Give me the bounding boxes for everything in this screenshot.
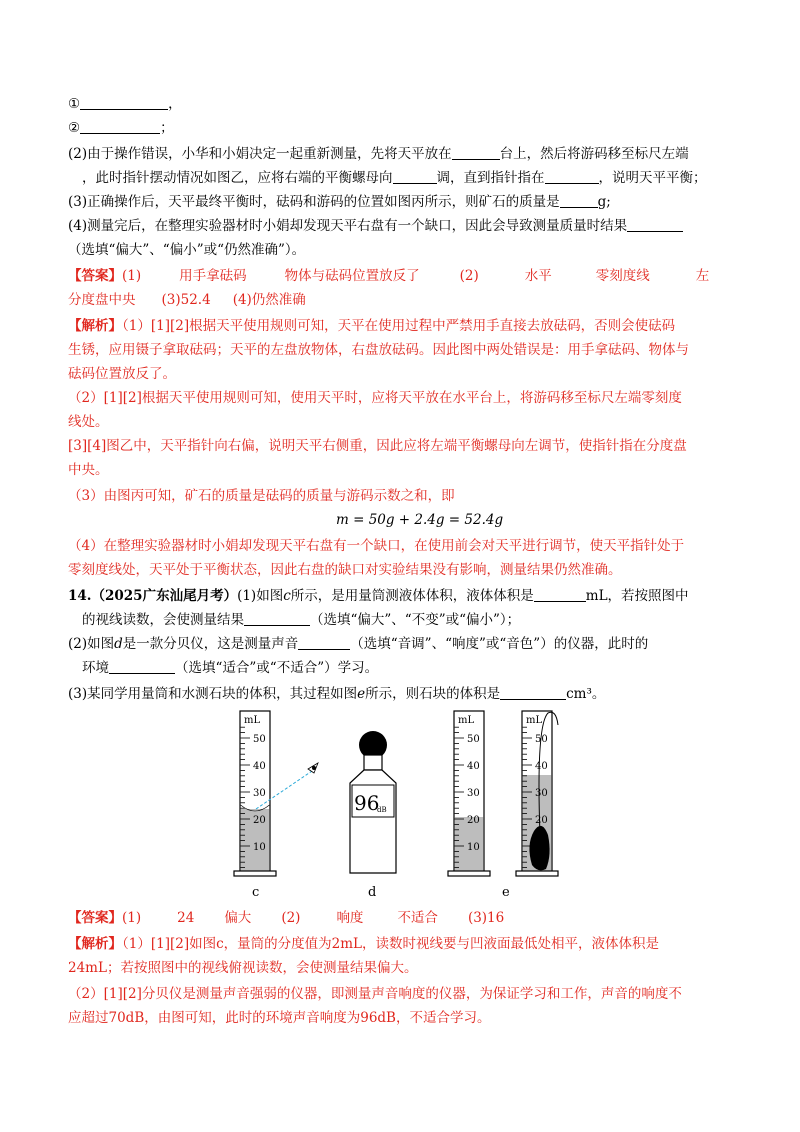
answer-blank[interactable] [560,193,598,208]
answer-blank[interactable] [534,587,586,602]
answer-item: 水平 [524,268,552,284]
graduated-cylinder-c [234,711,318,876]
q13-analysis-3b: 中央。 [68,462,109,478]
answer-item: 响度 [336,910,364,926]
text: （1）[1][2]如图c，量筒的分度值为2mL，读数时视线要与凹液面最低处相平，液体体积是 [122,936,659,952]
tick-label: 20 [253,815,266,826]
q13-analysis-5a: （4）在整理实验器材时小娟却发现天平右盘有一个缺口，在使用前会对天平进行调节，使天平指针处于 [68,538,685,554]
punct: ， [168,96,182,112]
answer-blank[interactable] [500,685,566,700]
q13-analysis-3a: [3][4]图乙中，天平指针向右偏，说明天平右侧重，因此应将左端平衡螺母向左调节，使指针指在分度盘 [68,438,687,454]
unit-label: mL [244,715,261,726]
punct: ； [160,120,174,136]
text: （选填“适合”或“不适合”）学习。 [175,660,379,676]
answer-blank[interactable] [627,217,683,232]
meter-reading: 96 [354,791,380,815]
text: (3)正确操作后，天平最终平衡时，砝码和游码的位置如图丙所示，则矿石的质量是 [68,194,560,210]
figure-ref: c [283,588,291,604]
tick-label: 50 [535,734,548,745]
answer-blank[interactable] [393,169,437,184]
analysis-tag: 【解析】 [68,936,122,952]
answer-tag: 【答案】 [68,268,122,284]
text: (3)某同学用量筒和水测石块的体积，其过程如图 [68,686,358,702]
figure-ref: e [357,686,366,702]
answer-item: 零刻度线 [595,268,650,284]
measurement-figure [200,705,620,910]
tick-label: 40 [535,761,548,772]
figure-label-d: d [368,885,377,900]
text: ，此时指针摆动情况如图乙，应将右端的平衡螺母向 [82,170,393,186]
q13-part2-line2 [82,168,707,188]
answer-item: (1) [122,268,142,284]
tick-label: 30 [467,788,480,799]
q13-analysis-2b: 线处。 [68,414,109,430]
unit-label: mL [526,715,543,726]
q13-answer-line2 [68,290,306,310]
q14-part2-line1 [68,634,648,654]
q14-analysis-2b: 应超过70dB，由图可知，此时的环境声音响度为96dB，不适合学习。 [68,1010,491,1026]
q13-answer-line1 [68,266,709,286]
text: 所示，则石块的体积是 [365,686,501,702]
text: (1)如图 [237,588,284,604]
answer-tag: 【答案】 [68,910,122,926]
decibel-meter-d [350,731,396,873]
item-number: ① [68,96,81,112]
q14-part3 [68,684,605,704]
analysis-tag: 【解析】 [68,318,122,334]
tick-label: 20 [467,815,480,826]
q14-analysis-1b: 24mL；若按照图中的视线俯视读数，会使测量结果偏大。 [68,960,418,976]
answer-blank[interactable] [452,145,500,160]
q13-part4-line1 [68,216,683,236]
graduated-cylinder-e-water [448,711,490,876]
q14-analysis-2a: （2）[1][2]分贝仪是测量声音强弱的仪器，即测量声音响度的仪器，为保证学习和工作，声音的响度不 [68,986,682,1002]
q13-analysis-1c: 砝码位置放反了。 [68,366,176,382]
answer-item: (1) [122,910,142,926]
answer-item: (4)仍然准确 [232,292,306,308]
blank-line-2 [68,118,174,138]
q14-part1-line2 [82,610,520,630]
text: （选填“偏大”、“偏小”或“仍然准确”）。 [68,242,306,258]
mass-formula: m = 50g + 2.4g = 52.4g [336,512,504,528]
question-number: 14. [68,588,92,604]
text: cm³。 [566,686,606,702]
answer-item: (3)16 [467,910,505,926]
answer-item: 分度盘中央 [68,292,136,308]
text: 调，直到指针指在 [436,170,545,186]
q13-part2-line1 [68,144,689,164]
figure-cde [200,705,620,910]
tick-label: 30 [535,788,548,799]
answer-blank[interactable] [298,635,350,650]
text: 是一款分贝仪，这是测量声音 [122,636,299,652]
answer-item: 24 [177,910,195,926]
q14-part1-line1 [68,586,689,606]
answer-item: 偏大 [224,910,252,926]
text: (2)由于操作错误，小华和小娟决定一起重新测量，先将天平放在 [68,146,452,162]
text: mL，若按照图中 [585,588,689,604]
tick-label: 10 [467,842,480,853]
q14-analysis-1a [68,934,659,954]
tick-label: 40 [467,761,480,772]
tick-label: 10 [253,842,266,853]
text: （选填“音调”、“响度”或“音色”）的仪器，此时的 [350,636,649,652]
tick-label: 50 [253,734,266,745]
tick-label: 30 [253,788,266,799]
item-number: ② [68,120,81,136]
q13-analysis-5b: 零刻度线处，天平处于平衡状态，因此右盘的缺口对实验结果没有影响，测量结果仍然准确。 [68,562,622,578]
text: 台上，然后将游码移至标尺左端 [499,146,689,162]
text: 环境 [82,660,109,676]
q14-part2-line2 [82,658,378,678]
q14-answer [68,908,504,928]
text: (4)测量完后，在整理实验器材时小娟却发现天平右盘有一个缺口，因此会导致测量质量时结果 [68,218,628,234]
answer-item: (3)52.4 [161,292,211,308]
answer-item: 用手拿砝码 [179,268,247,284]
text: ，说明天平平衡； [598,170,707,186]
answer-blank[interactable] [109,659,175,674]
answer-blank[interactable] [545,169,599,184]
q13-analysis-1a [68,316,675,336]
meter-unit: dB [377,806,387,814]
answer-blank[interactable] [244,611,310,626]
text: 的视线读数，会使测量结果 [82,612,244,628]
text: （选填“偏大”、“不变”或“偏小”）； [310,612,521,628]
answer-item: 不适合 [397,910,438,926]
graduated-cylinder-e-stone [516,711,558,876]
blank-line-1 [68,94,182,114]
unit-label: mL [458,715,475,726]
tick-label: 20 [535,815,548,826]
answer-item: 左 [695,268,710,284]
figure-label-c: c [252,885,260,900]
figure-ref: d [114,636,123,652]
q13-analysis-1b: 生锈，应用镊子拿取砝码；天平的左盘放物体，右盘放砝码。因此图中两处错误是：用手拿砝码、物体与 [68,342,689,358]
answer-blank[interactable] [80,95,168,110]
question-source: （2025广东汕尾月考） [91,588,238,604]
q13-analysis-2a: （2）[1][2]根据天平使用规则可知，使用天平时，应将天平放在水平台上，将游码移至标尺左端零刻度 [68,390,682,406]
q13-part4-line2 [68,240,305,260]
text: g; [597,194,611,210]
answer-item: 物体与砝码位置放反了 [284,268,420,284]
text: 所示，是用量筒测液体体积，液体体积是 [290,588,534,604]
answer-blank[interactable] [80,119,160,134]
answer-item: (2) [459,268,479,284]
figure-label-e: e [502,885,510,900]
answer-item: (2) [281,910,301,926]
tick-label: 40 [253,761,266,772]
q13-analysis-4: （3）由图丙可知，矿石的质量是砝码的质量与游码示数之和，即 [68,488,455,504]
tick-label: 50 [467,734,480,745]
text: (2)如图 [68,636,115,652]
q13-part3 [68,192,611,212]
text: （1）[1][2]根据天平使用规则可知，天平在使用过程中严禁用手直接去放砝码，否则会使砝码 [122,318,676,334]
